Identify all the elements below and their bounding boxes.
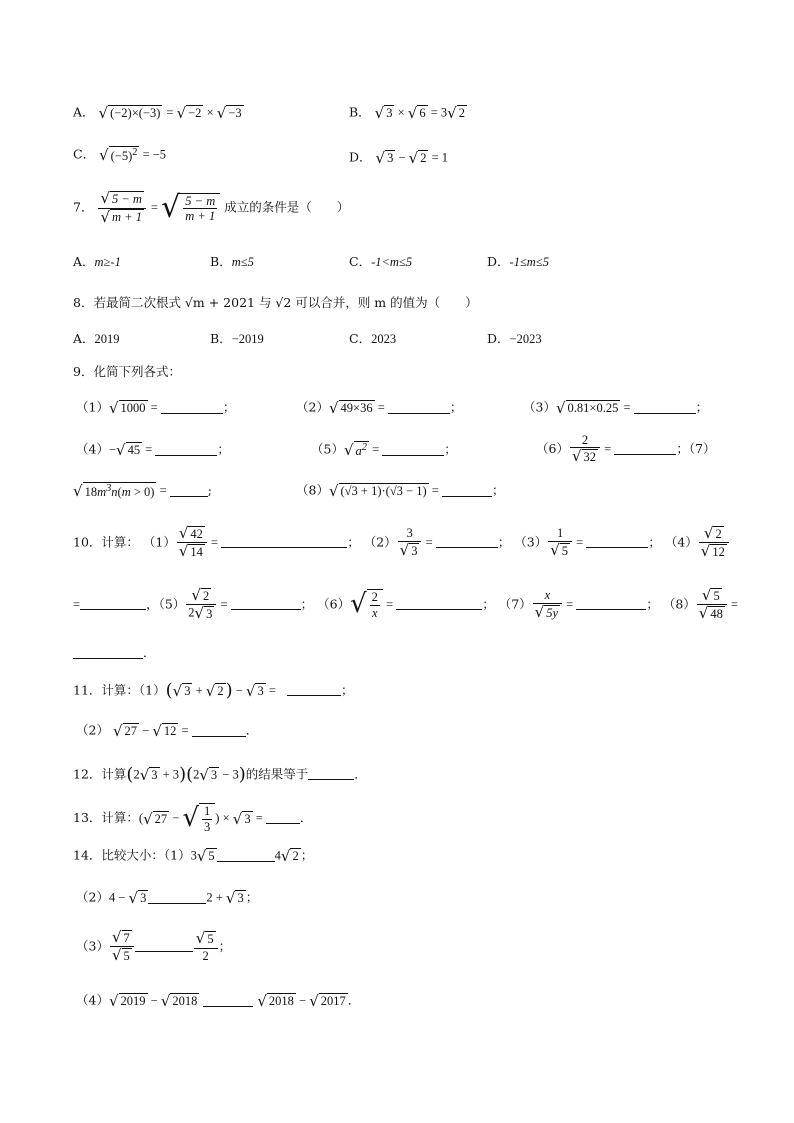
q14-item-2: （2）4 − √ 3 2 + √ 3 ； [76,889,259,907]
q6-option-b: B． √ 3 × √ 6 = 3√ 2 [349,104,465,122]
q9-item-5: （5）√ $a^2$ = ； [311,441,457,459]
q10-row-3: ． [73,645,156,660]
q9-item-2: （2）√ 49×36 = ； [296,399,463,417]
option-text: 2019 [94,332,120,346]
q7-option-c: C．-1<m≤5 [349,254,413,269]
q8-option-d: D．−2023 [487,331,542,346]
option-label: D． [349,149,372,165]
q6-option-d: D． √ 3 − √ 2 = 1 [349,149,449,167]
q14-title: 14．比较大小： [73,847,164,863]
q12-stem: 12．计算(2√ 3 + 3)(2√ 3 − 3)的结果等于 ． [73,764,367,785]
option-text: −2019 [231,332,264,346]
q8-option-a: A．2019 [73,331,120,346]
question-number: 7． [73,199,94,215]
option-text: -1≤m≤5 [509,255,549,269]
q9-item-7: √ $18m^3n(m > 0)$ = ; [73,482,212,500]
option-label: A． [73,104,95,120]
q7-option-b: B．m≤5 [210,254,254,269]
q14-item-4: （4）√ 2019 − √ 2018 √ 2018 − √ 2017 ． [76,992,361,1010]
question-tail: 成立的条件是（ ） [224,199,350,215]
q8-option-c: C．2023 [349,331,397,346]
fraction: $\frac{√ 5 - m}{√ m + 1}$ [98,190,146,226]
q8-stem: 8．若最简二次根式 √m + 2021 与 √2 可以合并，则 m 的值为（ ） [73,295,478,310]
q9-item-1: （1）√ 1000 = ； [76,399,236,417]
q11-item-1: 11．计算：（1）(√ 3 + √ 2 ) − √ 3 = ； [73,680,354,701]
option-text: 2023 [371,332,397,346]
q7-stem: 7． $\frac{√ 5 - m}{√ m + 1}$ = √ $\frac{5 - m}{m + 1}$ 成立的条件是（ ） [73,189,350,226]
q11-title: 11．计算： [73,682,139,698]
q13-stem: 13．计算：(√ 27 − √ $\frac{1}{3}$ ) × √ 3 = ． [73,803,313,834]
q9-item-3: （3）√ 0.81×0.25 = ； [523,399,709,417]
q11-item-2: （2） √ 27 − √ 12 = ． [76,722,259,740]
option-label: C． [73,146,96,162]
radical: √ (−2)×(−3) [98,104,161,122]
q8-option-b: B．−2019 [210,331,264,346]
q10-row-1: 10．计算： （1） $\frac{√ 42}{√ 14}$ = ； （2） $\frac{3}{√ 3}$ = ； （3） $\frac{1}{√ 5}$ = ； （4） $\frac{√ 2}{√ 12}$ [73,525,730,561]
q9-item-6: （6） $\frac{2}{√ 32}$ = ；（7） [536,433,716,466]
q14-item-1: 14．比较大小：（1）3√ 5 4√ 2 ； [73,847,314,865]
q6-option-c: C． √ $(-5)^2 = -5$ [73,146,167,164]
q12-pre: 12．计算 [73,766,127,782]
q6-option-a: A． √ (−2)×(−3) = √ −2 × √ −3 [73,104,242,122]
q10-row-2: = ，（5） $\frac{√ 2}{2√ 3}$ = ； （6）√ $\frac{2}{x}$ = ； （7） $\frac{x}{√ 5y}$ = ； （8） $\frac{√ 5}{√ 48}$ = [73,586,739,623]
q10-title: 10．计算： [73,534,139,550]
q13-title: 13．计算： [73,810,139,826]
q9-item-4: （4）−√ 45 = ； [76,441,230,459]
q9-item-7-label: （7） [688,440,716,456]
option-text: m≤5 [231,255,254,269]
q12-post: 的结果等于 [245,766,309,782]
option-label: B． [349,104,371,120]
option-text: −2023 [509,332,542,346]
option-text: -1<m≤5 [371,255,413,269]
q7-options: A．m≥-1 [73,254,121,269]
q7-option-d: D．-1≤m≤5 [487,254,549,269]
q9-item-8: （8）√ (√3 + 1)·(√3 − 1) = ； [296,482,505,500]
q9-title: 9．化简下列各式： [73,364,181,379]
option-text: m≥-1 [94,255,121,269]
q14-item-3: （3） $\frac{√ 7}{√ 5}$ $\frac{√ 5}{2}$ ； [76,928,232,965]
